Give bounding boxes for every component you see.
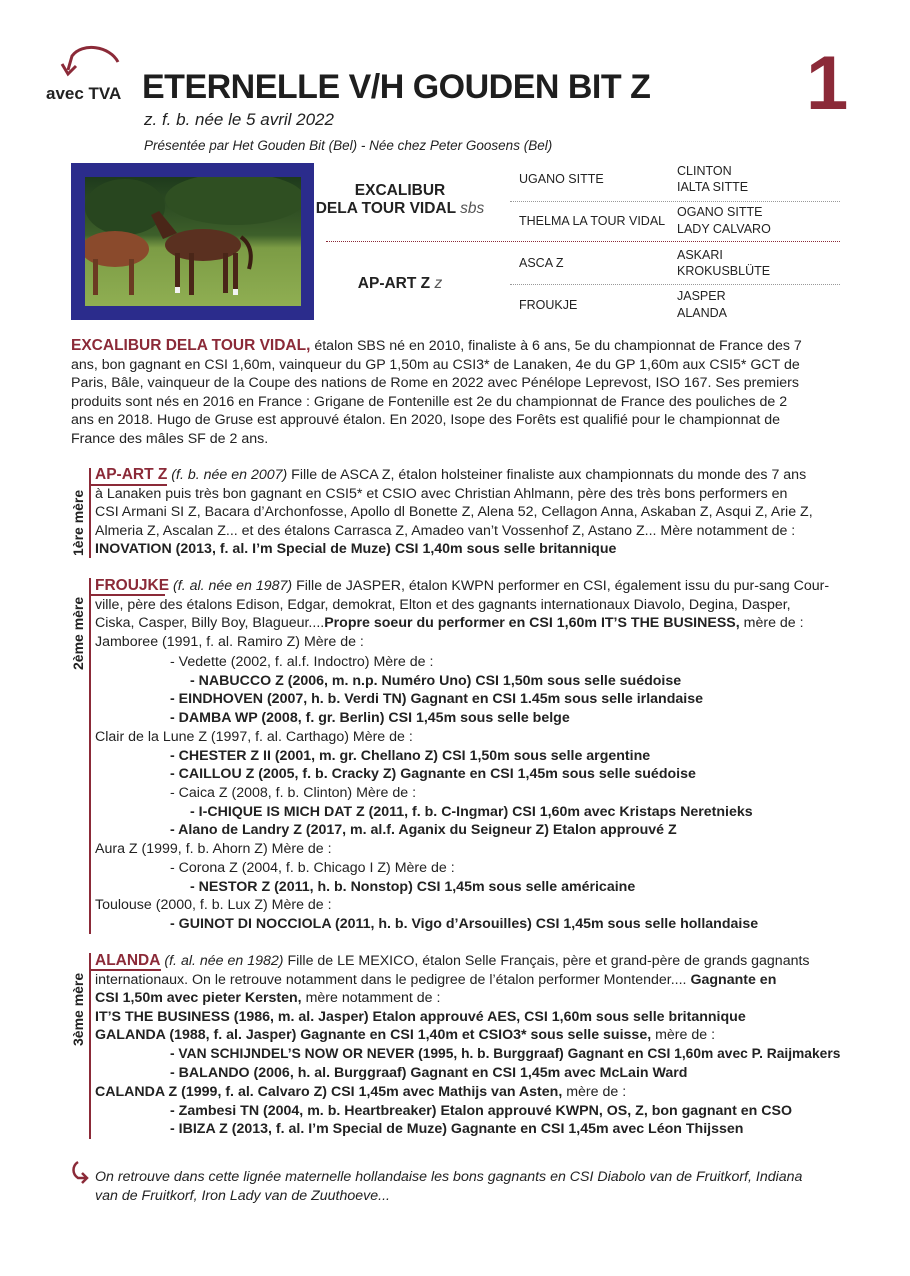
- text-line: - Zambesi TN (2004, m. b. Heartbreaker) Etalon approuvé KWPN, OS, Z, bon gagnant en CSO: [170, 1103, 792, 1119]
- horse-photo: [71, 163, 314, 320]
- dam1-label: 1ère mère: [70, 489, 86, 556]
- pedigree-sd: THELMA LA TOUR VIDAL: [519, 214, 666, 228]
- text-line: Aura Z (1999, f. b. Ahorn Z) Mère de :: [95, 841, 332, 857]
- subtitle: z. f. b. née le 5 avril 2022: [144, 110, 334, 129]
- dam3-name: ALANDA: [95, 952, 161, 969]
- pedigree-sire: [315, 182, 485, 218]
- pedigree-dss: ASKARI: [677, 248, 723, 262]
- text-line: Propre soeur du performer en CSI 1,60m IT’S THE BUSINESS,: [324, 615, 740, 632]
- text-line: [95, 1084, 626, 1100]
- text-line: Fille de JASPER, étalon KWPN performer en CSI, également issu du pur-sang Cour-: [292, 578, 830, 594]
- text-line: - BALANDO (2006, h. al. Burggraaf) Gagnant en CSI 1,45m avec McLain Ward: [170, 1065, 688, 1081]
- text-line: mère de :: [739, 615, 804, 632]
- text-line: - VAN SCHIJNDEL’S NOW OR NEVER (1995, h. b. Burggraaf) Gagnant en CSI 1,60m avec P. Raijmakers: [170, 1046, 841, 1061]
- text-line: CSI 1,50m avec pieter Kersten,: [95, 990, 302, 1007]
- dam-name: AP-ART Z: [357, 275, 431, 292]
- pedigree-ss: UGANO SITTE: [519, 172, 604, 186]
- dam3-info: (f. al. née en 1982): [164, 953, 284, 969]
- section-bar: [89, 953, 91, 1139]
- pedigree-divider: [510, 201, 840, 202]
- text-line: France des mâles SF de 2 ans.: [71, 430, 269, 447]
- section-bar: [89, 578, 91, 934]
- text-line: Clair de la Lune Z (1997, f. al. Carthago) Mère de :: [95, 729, 413, 745]
- text-line: Jamboree (1991, f. al. Ramiro Z) Mère de :: [95, 633, 364, 650]
- text-line: étalon SBS né en 2010, finaliste à 6 ans, 5e du championnat de France des 7: [310, 338, 802, 354]
- text-line: CSI Armani SI Z, Bacara d’Archonfosse, Apollo dl Bonette Z, Alena 52, Cellagon Anna, Askaban Z, Asqui Z, Arie Z,: [95, 504, 813, 521]
- text-line: - IBIZA Z (2013, f. al. I’m Special de Muze) Gagnante en CSI 1,45m avec Léon Thijssen: [170, 1121, 744, 1137]
- text-line: Toulouse (2000, f. b. Lux Z) Mère de :: [95, 897, 332, 913]
- text-line: - Alano de Landry Z (2017, m. al.f. Aganix du Seigneur Z) Etalon approuvé Z: [170, 822, 677, 838]
- text-line: Fille de ASCA Z, étalon holsteiner finaliste aux championnats du monde des 7 ans: [287, 467, 807, 483]
- pedigree-dam: [315, 275, 485, 293]
- text-line: mère de :: [651, 1027, 716, 1044]
- pedigree-ds: ASCA Z: [519, 256, 564, 270]
- curved-arrow-icon: [58, 40, 122, 84]
- pedigree-ssd: IALTA SITTE: [677, 180, 749, 194]
- text-line: - CAILLOU Z (2005, f. b. Cracky Z) Gagnante en CSI 1,45m sous selle suédoise: [170, 766, 696, 782]
- text-line: - NABUCCO Z (2006, m. n.p. Numéro Uno) CSI 1,50m sous selle suédoise: [190, 673, 682, 689]
- text-line: - Corona Z (2004, f. b. Chicago I Z) Mère de :: [170, 860, 455, 876]
- text-line: internationaux. On le retrouve notamment dans le pedigree de l’étalon performer Montender....: [95, 971, 691, 988]
- return-arrow-icon: [68, 1160, 90, 1184]
- text-line: On retrouve dans cette lignée maternelle hollandaise les bons gagnants en CSI Diabolo van de Fruitkorf, Indiana: [95, 1169, 803, 1185]
- text-line: CALANDA Z (1999, f. al. Calvaro Z) CSI 1,45m avec Mathijs van Asten,: [95, 1084, 563, 1100]
- text-line: à Lanaken puis très bon gagnant en CSI5* et CSIO avec Christian Ahlmann, père des très bons performers en: [95, 485, 788, 502]
- text-line: Ciska, Casper, Billy Boy, Blagueur....: [95, 615, 325, 632]
- pedigree-sds: OGANO SITTE: [677, 205, 763, 219]
- text-line: van de Fruitkorf, Iron Lady van de Zuuthoeve...: [95, 1187, 390, 1204]
- footer-note: [95, 1168, 855, 1205]
- text-line: - Caica Z (2008, f. b. Clinton) Mère de :: [170, 785, 417, 801]
- presented-by: Présentée par Het Gouden Bit (Bel) - Née chez Peter Goosens (Bel): [144, 138, 553, 153]
- dam2-name: FROUJKE: [95, 577, 170, 594]
- dam2-info: (f. al. née en 1987): [173, 578, 293, 594]
- section-bar: [89, 468, 91, 558]
- text-line: - NESTOR Z (2011, h. b. Nonstop) CSI 1,45m sous selle américaine: [190, 879, 636, 895]
- dam3-section: [95, 952, 843, 1045]
- pedigree-sdd: LADY CALVARO: [677, 222, 771, 236]
- pedigree-dd: FROUKJE: [519, 298, 578, 312]
- text-line: - CHESTER Z II (2001, m. gr. Chellano Z) CSI 1,50m sous selle argentine: [170, 748, 651, 764]
- text-line: - Vedette (2002, f. al.f. Indoctro) Mère de :: [170, 654, 434, 670]
- pedigree-divider-main: [326, 241, 840, 242]
- sire-desc-name: EXCALIBUR DELA TOUR VIDAL,: [71, 337, 311, 354]
- text-line: Almeria Z, Ascalan Z... et des étalons Carrasca Z, Amadeo van’t Vossenhof Z, Astano Z... Mère notamment de :: [95, 522, 796, 539]
- vat-label: avec TVA: [46, 84, 122, 103]
- sire-studbook: sbs: [460, 200, 485, 217]
- text-line: IT’S THE BUSINESS (1986, m. al. Jasper) Etalon approuvé AES, CSI 1,60m sous selle britannique: [95, 1008, 746, 1025]
- dam1-name: AP-ART Z: [95, 466, 168, 483]
- lot-number: 1: [806, 41, 849, 126]
- dam-studbook: z: [434, 275, 443, 292]
- pedigree-sss: CLINTON: [677, 164, 732, 178]
- dam3-label: 3ème mère: [70, 972, 86, 1046]
- text-line: produits sont nés en 2016 en France : Grigane de Fontenille est 2e du championnat de France des pouliches de 2: [71, 393, 788, 410]
- dam2-section: [95, 577, 843, 651]
- sire-name-line2: DELA TOUR VIDAL: [315, 200, 456, 217]
- pedigree-dsd: KROKUSBLÜTE: [677, 264, 771, 278]
- text-line: ville, père des étalons Edison, Edgar, demokrat, Elton et des gagnants internationaux Diavolo, Degina, Dasper,: [95, 596, 791, 613]
- dam1-section: [95, 466, 843, 559]
- dam2-label: 2ème mère: [70, 596, 86, 670]
- pedigree-dds: JASPER: [677, 289, 726, 303]
- text-line: - DAMBA WP (2008, f. gr. Berlin) CSI 1,45m sous selle belge: [170, 710, 570, 726]
- text-line: mère notamment de :: [301, 990, 441, 1007]
- page-title: ETERNELLE V/H GOUDEN BIT Z: [142, 68, 651, 106]
- text-line: - I-CHIQUE IS MICH DAT Z (2011, f. b. C-Ingmar) CSI 1,60m avec Kristaps Neretnieks: [190, 804, 753, 820]
- text-line: Gagnante en: [690, 971, 777, 988]
- dam1-info: (f. b. née en 2007): [171, 467, 288, 483]
- pedigree-ddd: ALANDA: [677, 306, 728, 320]
- text-line: ans, bon gagnant en CSI 1,60m, vainqueur du GP 1,50m au CSI3* de Lanaken, 4e du GP 1,60m aux CSI5* GCT de: [71, 356, 800, 373]
- text-line: Fille de LE MEXICO, étalon Selle Français, père et grand-père de grands gagnants: [283, 953, 810, 969]
- foal-photo-image: [85, 177, 301, 306]
- text-line: ans en 2018. Hugo de Gruse est approuvé étalon. En 2020, Isope des Forêts est qualifié pour le championnat de: [71, 412, 781, 429]
- text-line: INOVATION (2013, f. al. I’m Special de Muze) CSI 1,40m sous selle britannique: [95, 541, 617, 558]
- sire-description: [71, 337, 841, 449]
- text-line: Paris, Bâle, vainqueur de la Coupe des nations de Rome en 2022 avec Pénélope Leprevost, ISO 167. Ses premiers: [71, 375, 799, 392]
- pedigree-divider: [510, 284, 840, 285]
- text-line: GALANDA (1988, f. al. Jasper) Gagnante en CSI 1,40m et CSIO3* sous selle suisse,: [95, 1027, 652, 1044]
- sire-name-line1: EXCALIBUR: [354, 182, 446, 199]
- text-line: - EINDHOVEN (2007, h. b. Verdi TN) Gagnant en CSI 1.45m sous selle irlandaise: [170, 691, 703, 707]
- text-line: - GUINOT DI NOCCIOLA (2011, h. b. Vigo d’Arsouilles) CSI 1,45m sous selle hollandaise: [170, 916, 759, 932]
- text-line: mère de :: [562, 1084, 627, 1100]
